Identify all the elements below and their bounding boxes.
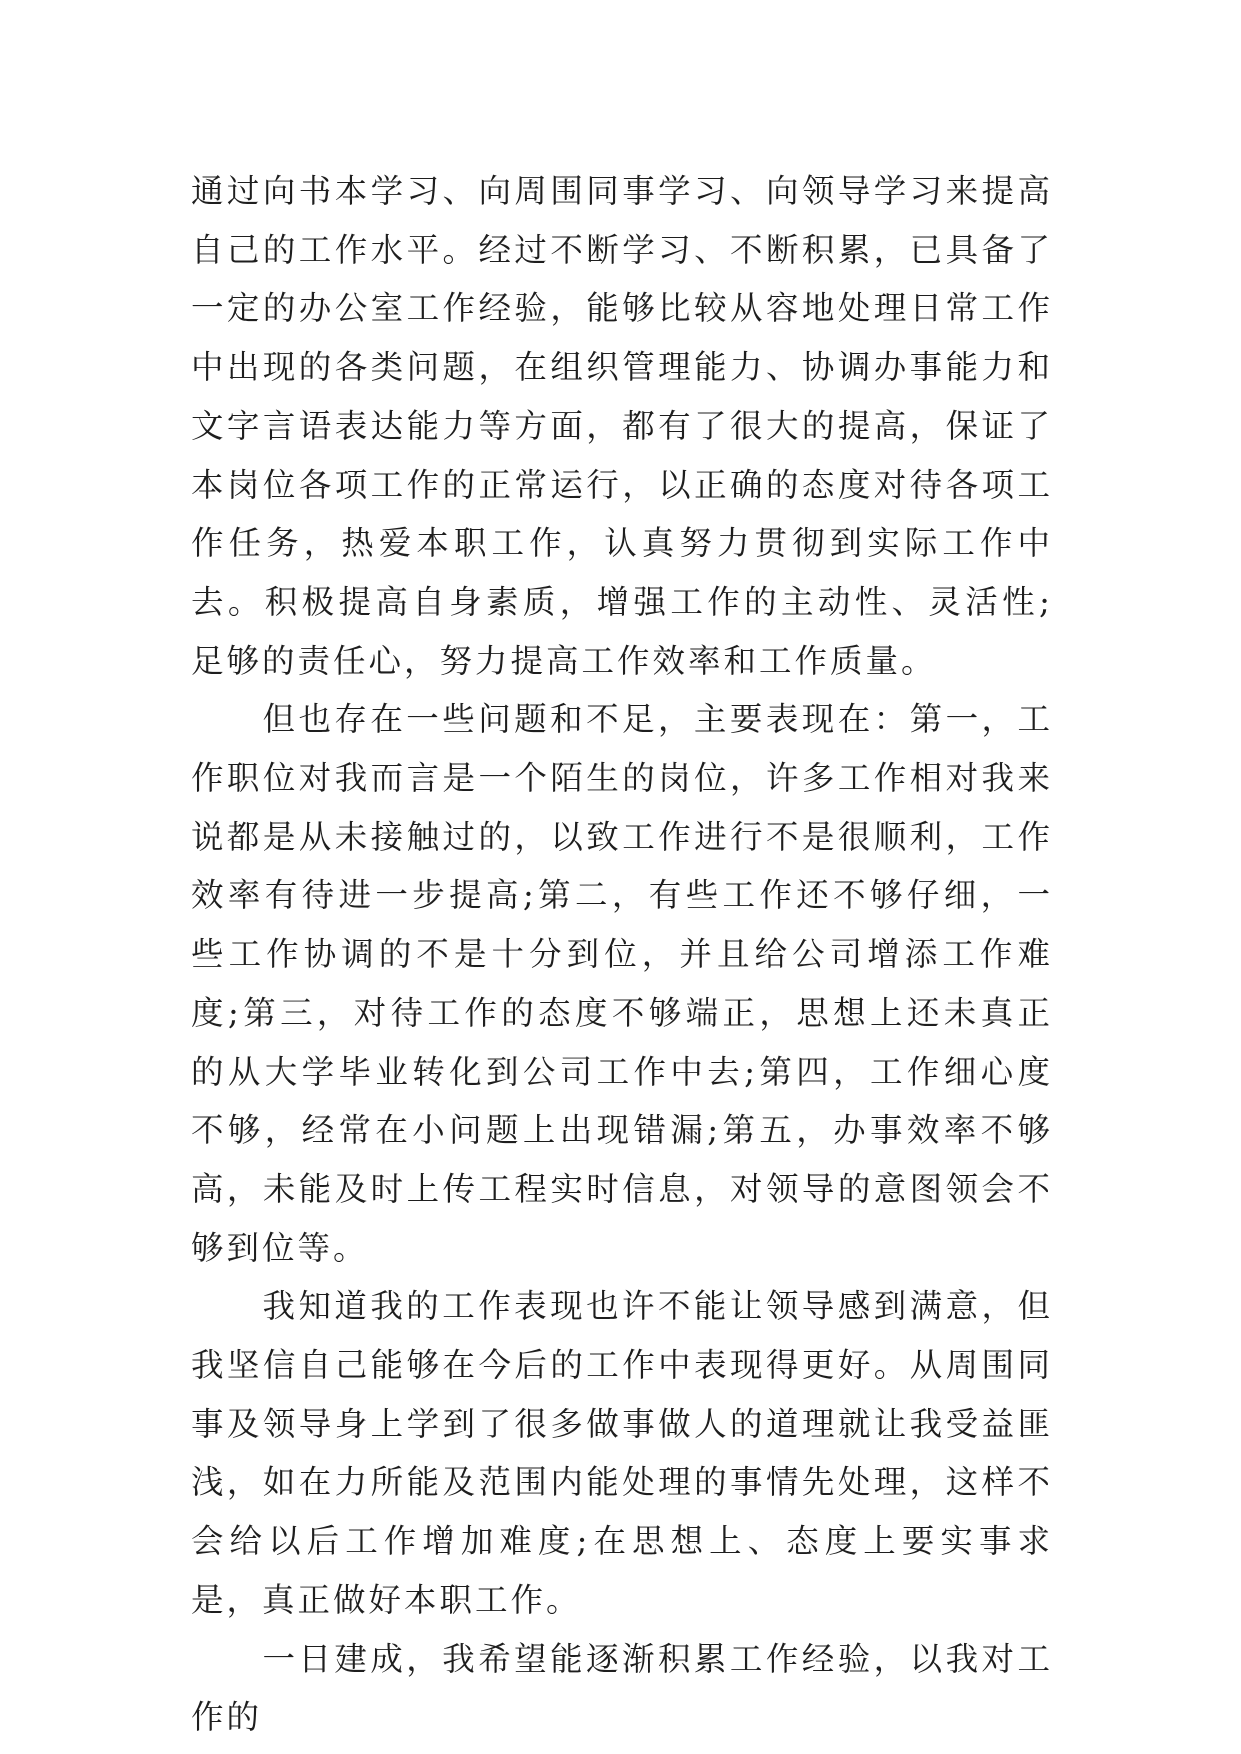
paragraph-self-assessment: 我知道我的工作表现也许不能让领导感到满意，但我坚信自己能够在今后的工作中表现得更好。从周围同事及领导身上学到了很多做事做人的道理就让我受益匪浅，如在力所能及范围内能处理的事情先处理，这样不会给以后工作增加难度;在思想上、态度上要实事求是，真正做好本职工作。 xyxy=(191,1287,1053,1619)
body-text xyxy=(191,162,1053,1747)
paragraph-shortcomings: 但也存在一些问题和不足，主要表现在：第一，工作职位对我而言是一个陌生的岗位，许多工作相对我来说都是从未接触过的，以致工作进行不是很顺利，工作效率有待进一步提高;第二，有些工作还不够仔细，一些工作协调的不是十分到位，并且给公司增添工作难度;第三，对待工作的态度不够端正，思想上还未真正的从大学毕业转化到公司工作中去;第四，工作细心度不够，经常在小问题上出现错漏;第五，办事效率不够高，未能及时上传工程实时信息，对领导的意图领会不够到位等。 xyxy=(191,700,1053,1267)
paragraph-outlook: 一日建成，我希望能逐渐积累工作经验，以我对工作的 xyxy=(191,1639,1053,1737)
paragraph-continuation: 通过向书本学习、向周围同事学习、向领导学习来提高自己的工作水平。经过不断学习、不断积累，已具备了一定的办公室工作经验，能够比较从容地处理日常工作中出现的各类问题，在组织管理能力、协调办事能力和文字言语表达能力等方面，都有了很大的提高，保证了本岗位各项工作的正常运行，以正确的态度对待各项工作任务，热爱本职工作，认真努力贯彻到实际工作中去。积极提高自身素质，增强工作的主动性、灵活性;足够的责任心，努力提高工作效率和工作质量。 xyxy=(191,172,1053,680)
